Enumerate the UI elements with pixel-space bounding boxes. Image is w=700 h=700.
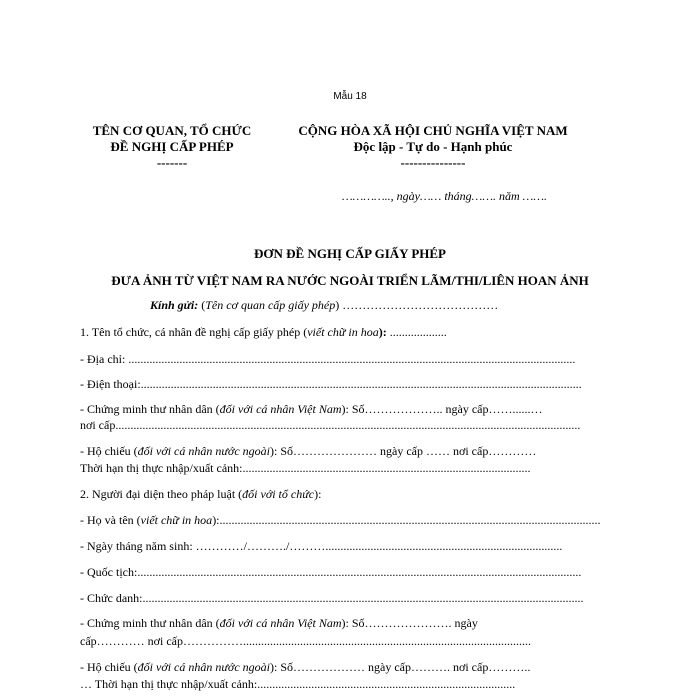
s1-passport-rest: ): Số………………… ngày cấp …… nơi cấp………… [270, 444, 537, 458]
s1-id-hint: đối với cá nhân Việt Nam [219, 402, 342, 416]
nation-header-line1: CỘNG HÒA XÃ HỘI CHỦ NGHĨA VIỆT NAM [298, 123, 568, 138]
document-title: ĐƠN ĐỀ NGHỊ CẤP GIẤY PHÉP [254, 246, 446, 261]
s2-id-rest: ): Số…………………. ngày [341, 616, 478, 630]
s2-position-field: - Chức danh:................................................................................................................................................... [80, 591, 584, 605]
section1-close: ): [378, 325, 387, 339]
section2-hint: đối với tổ chức [242, 487, 315, 501]
s2-name-hint: viết chữ in hoa [140, 513, 213, 527]
addressee-label: Kính gửi: [150, 298, 199, 312]
org-header-divider: ------- [156, 155, 188, 170]
s1-passport-field [80, 444, 604, 459]
addressee-line [150, 298, 674, 313]
s2-dob-field: - Ngày tháng năm sinh: …………/………./………............................................................................... [80, 539, 563, 553]
s1-id-rest: ): Số……………….. ngày cấp……......… [341, 402, 543, 416]
s1-address-field: - Địa chỉ: ..................................................................................................................................................... [80, 352, 576, 366]
s2-nationality-field: - Quốc tịch:.................................................................................................................................................... [80, 565, 582, 579]
org-header-line2: ĐỀ NGHỊ CẤP PHÉP [110, 139, 234, 154]
s2-name-rest: ):............................................................................................................................... [212, 513, 601, 527]
document-subtitle: ĐƯA ẢNH TỪ VIỆT NAM RA NƯỚC NGOÀI TRIỂN LÃM/THI/LIÊN HOAN ẢNH [111, 273, 589, 288]
nation-header-divider: --------------- [400, 155, 466, 170]
s2-id-field [80, 616, 604, 631]
s2-passport-hint: đối với cá nhân nước ngoài [137, 660, 270, 674]
section1-heading [80, 325, 604, 340]
s2-name-field [80, 513, 604, 528]
s1-id-issue-place: nơi cấp........................................................................................................................................................... [80, 418, 581, 432]
section1-hint: viết chữ in hoa [307, 325, 379, 339]
form-number: Mẫu 18 [333, 91, 367, 102]
nation-header [268, 123, 598, 171]
s1-passport-visa: Thời hạn thị thực nhập/xuất cảnh:................................................................................................ [80, 461, 531, 475]
section1-dots: ................... [386, 325, 447, 339]
s2-name-label: - Họ và tên ( [80, 513, 141, 527]
s2-id-issue-place: cấp………… nơi cấp……………................................................................................................ [80, 634, 531, 648]
org-header-line1: TÊN CƠ QUAN, TỔ CHỨC [92, 123, 252, 138]
s1-passport-hint: đối với cá nhân nước ngoài [137, 444, 270, 458]
s2-passport-visa: … Thời hạn thị thực nhập/xuất cảnh:...................................................................................... [80, 677, 516, 691]
section2-label: 2. Người đại diện theo pháp luật ( [80, 487, 243, 501]
s1-passport-label: - Hộ chiếu ( [80, 444, 138, 458]
section2-close: ): [314, 487, 322, 501]
section1-label: 1. Tên tổ chức, cá nhân đề nghị cấp giấy phép ( [80, 325, 308, 339]
s2-id-label: - Chứng minh thư nhân dân ( [80, 616, 220, 630]
addressee-hint: Tên cơ quan cấp giấy phép [205, 298, 336, 312]
date-line: ………….., ngày…… tháng……. năm ……. [342, 189, 548, 203]
s1-id-label: - Chứng minh thư nhân dân ( [80, 402, 220, 416]
s1-phone-field: - Điện thoại:................................................................................................................................................... [80, 377, 582, 391]
org-header [72, 123, 272, 171]
s2-passport-rest: ): Số……………… ngày cấp………. nơi cấp……….. [270, 660, 531, 674]
s2-passport-label: - Hộ chiếu ( [80, 660, 138, 674]
s2-id-hint: đối với cá nhân Việt Nam [219, 616, 342, 630]
s2-passport-field [80, 660, 604, 675]
section2-heading [80, 487, 604, 502]
addressee-dots: ) ………………………………… [335, 298, 499, 312]
addressee-open: ( [198, 298, 206, 312]
nation-header-line2: Độc lập - Tự do - Hạnh phúc [353, 139, 513, 154]
s1-id-field [80, 402, 604, 417]
